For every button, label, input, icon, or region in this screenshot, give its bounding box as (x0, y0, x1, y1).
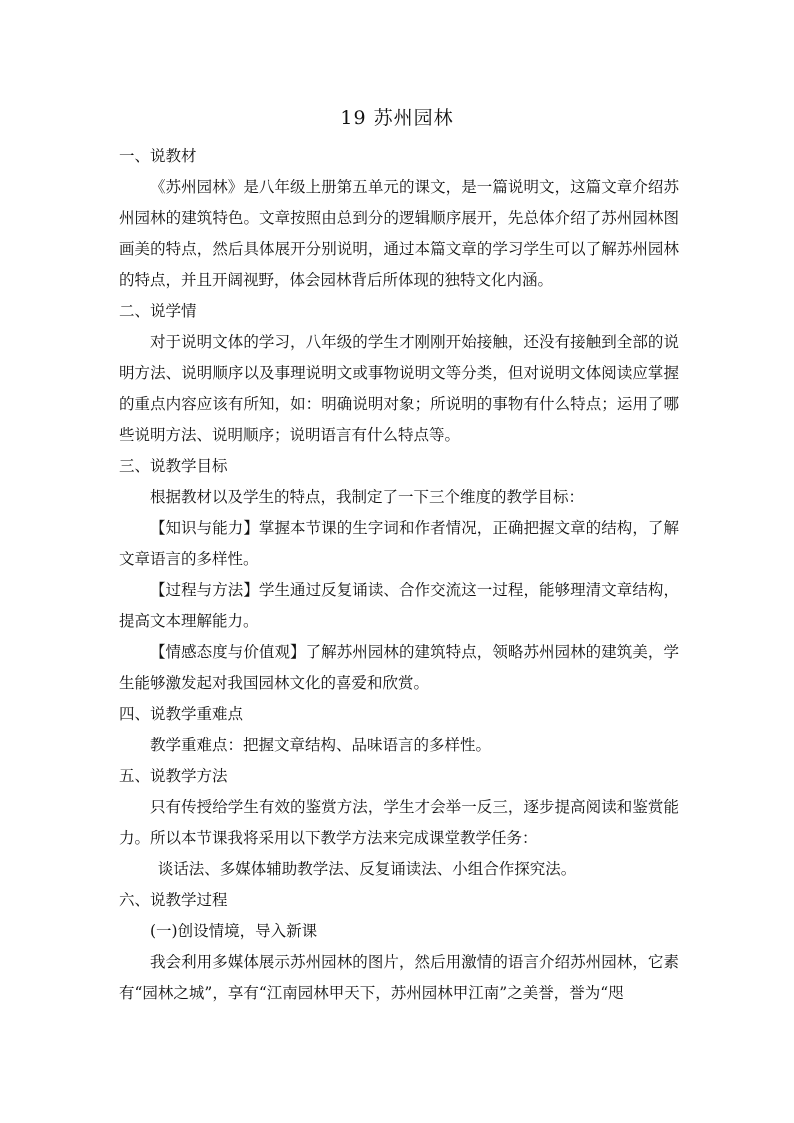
document-title: 19 苏州园林 (340, 107, 454, 129)
section-heading-methods: 五、说教学方法 (119, 767, 228, 785)
section-heading-process: 六、说教学过程 (119, 891, 228, 909)
paragraph-introduction: 我会利用多媒体展示苏州园林的图片，然后用激情的语言介绍苏州园林，它素有“园林之城”，享有“江南园林甲天下，苏州园林甲江南”之美誉，誉为“咫 (119, 953, 679, 1002)
paragraph-methods-list: 谈话法、多媒体辅助教学法、反复诵读法、小组合作探究法。 (157, 860, 577, 878)
paragraph-textbook: 《苏州园林》是八年级上册第五单元的课文，是一篇说明文，这篇文章介绍苏州园林的建筑特色。文章按照由总到分的逻辑顺序展开，先总体介绍了苏州园林图画美的特点，然后具体展开分别说明，通过本篇文章的学习学生可以了解苏州园林的特点，并且开阔视野，体会园林背后所体现的独特文化内涵。 (119, 178, 679, 289)
paragraph-objective-values: 【情感态度与价值观】了解苏州园林的建筑特点，领略苏州园林的建筑美，学生能够激发起对我国园林文化的喜爱和欣赏。 (119, 643, 679, 692)
paragraph-methods: 只有传授给学生有效的鉴赏方法，学生才会举一反三，逐步提高阅读和鉴赏能力。所以本节课我将采用以下教学方法来完成课堂教学任务： (119, 798, 679, 847)
section-heading-objectives: 三、说教学目标 (119, 457, 228, 475)
document-body (119, 141, 679, 1009)
section-heading-key-points: 四、说教学重难点 (119, 705, 244, 723)
paragraph-students: 对于说明文体的学习，八年级的学生才刚刚开始接触，还没有接触到全部的说明方法、说明顺序以及事理说明文或事物说明文等分类，但对说明文体阅读应掌握的重点内容应该有所知，如：明确说明对象；所说明的事物有什么特点；运用了哪些说明方法、说明顺序；说明语言有什么特点等。 (119, 333, 679, 444)
paragraph-objective-process: 【过程与方法】学生通过反复诵读、合作交流这一过程，能够理清文章结构，提高文本理解能力。 (119, 581, 679, 630)
paragraph-key-points: 教学重难点：把握文章结构、品味语言的多样性。 (150, 736, 492, 754)
section-heading-textbook: 一、说教材 (119, 147, 197, 165)
paragraph-objectives-intro: 根据教材以及学生的特点，我制定了一下三个维度的教学目标： (150, 488, 585, 506)
subheading-introduction: (一)创设情境，导入新课 (150, 922, 318, 940)
section-heading-students: 二、说学情 (119, 302, 197, 320)
paragraph-objective-knowledge: 【知识与能力】掌握本节课的生字词和作者情况，正确把握文章的结构，了解文章语言的多样性。 (119, 519, 679, 568)
